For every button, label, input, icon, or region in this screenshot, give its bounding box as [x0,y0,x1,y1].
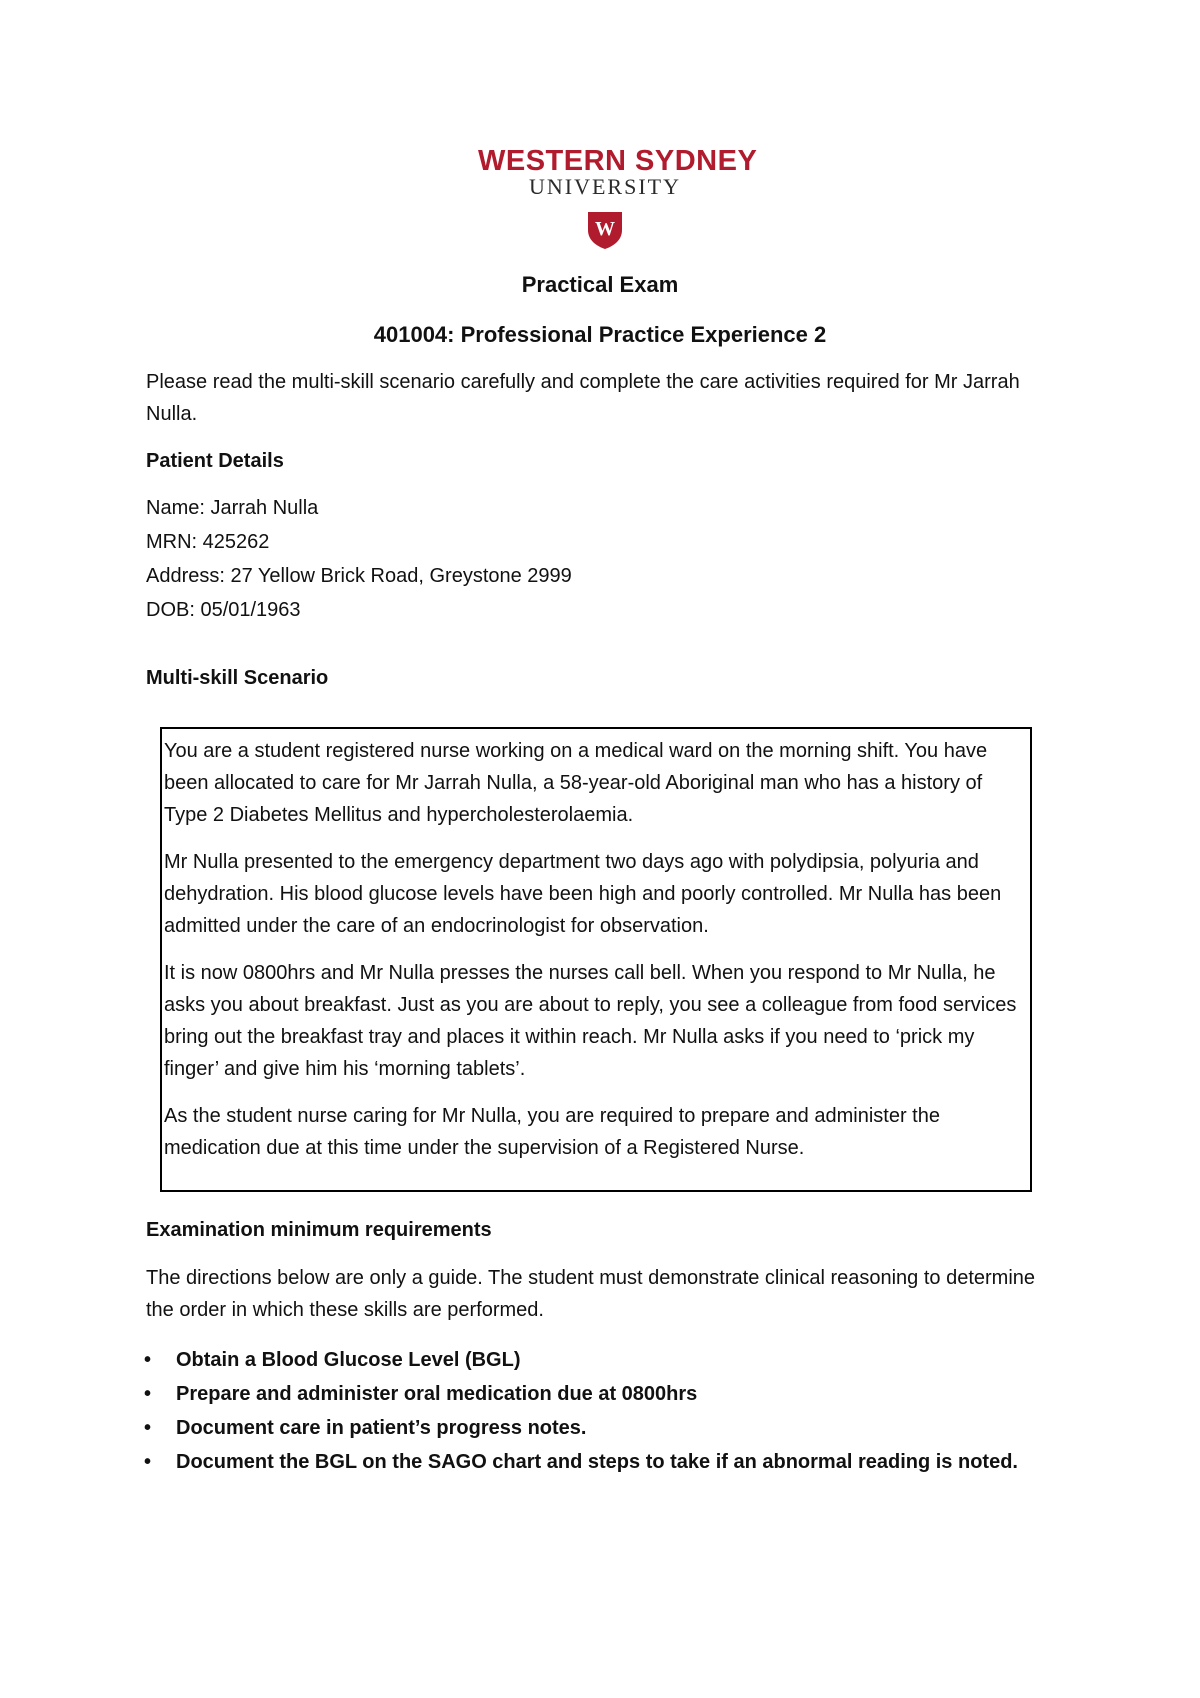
svg-text:W: W [595,218,615,240]
list-item-text: Document care in patient’s progress notes. [176,1417,587,1439]
patient-name: Name: Jarrah Nulla [146,497,319,519]
requirements-text: The directions below are only a guide. The student must demonstrate clinical reasoning to determine the order in which these skills are performed. [146,1267,1036,1321]
list-item [140,1445,1018,1479]
patient-dob: DOB: 05/01/1963 [146,599,301,621]
list-item-text: Obtain a Blood Glucose Level (BGL) [176,1349,521,1371]
page-subtitle: 401004: Professional Practice Experience 2 [373,322,827,347]
requirements-heading: Examination minimum requirements [146,1219,492,1241]
bullet-icon: • [144,1383,152,1405]
scenario-paragraph: It is now 0800hrs and Mr Nulla presses the nurses call bell. When you respond to Mr Nulla, he asks you about breakfast. Just as you are about to reply, you see a colleague from food services bring out the breakfast tray and places it within reach. Mr Nulla asks if you need to ‘prick my finger’ and give him his ‘morning tablets’. [164,962,1017,1080]
patient-address: Address: 27 Yellow Brick Road, Greystone 2999 [146,565,572,587]
logo-line-university: UNIVERSITY [529,174,681,199]
scenario-paragraph: You are a student registered nurse working on a medical ward on the morning shift. You have been allocated to care for Mr Jarrah Nulla, a 58-year-old Aboriginal man who has a history of Type 2 Diabetes Mellitus and hypercholesterolaemia. [164,740,988,826]
list-item-text: Document the BGL on the SAGO chart and steps to take if an abnormal reading is noted. [176,1451,1018,1473]
list-item-text: Prepare and administer oral medication due at 0800hrs [176,1383,698,1405]
list-item [140,1411,1018,1445]
bullet-icon: • [144,1451,152,1473]
patient-mrn: MRN: 425262 [146,531,270,553]
bullet-icon: • [144,1417,152,1439]
logo-line-western-sydney: WESTERN SYDNEY [478,145,758,177]
scenario-heading: Multi-skill Scenario [146,667,329,689]
scenario-paragraph: As the student nurse caring for Mr Nulla, you are required to prepare and administer the medication due at this time under the supervision of a Registered Nurse. [164,1105,940,1159]
requirements-list [140,1343,1018,1479]
list-item [140,1343,1018,1377]
shield-icon [586,210,624,250]
patient-details-heading: Patient Details [146,450,284,472]
list-item [140,1377,1018,1411]
bullet-icon: • [144,1349,152,1371]
page-title: Practical Exam [521,272,679,297]
scenario-box [160,727,1032,1192]
scenario-paragraph: Mr Nulla presented to the emergency department two days ago with polydipsia, polyuria and dehydration. His blood glucose levels have been high and poorly controlled. Mr Nulla has been admitted under the care of an endocrinologist for observation. [164,851,1002,937]
university-logo [478,145,758,250]
intro-text: Please read the multi-skill scenario carefully and complete the care activities required for Mr Jarrah Nulla. [146,371,1020,425]
